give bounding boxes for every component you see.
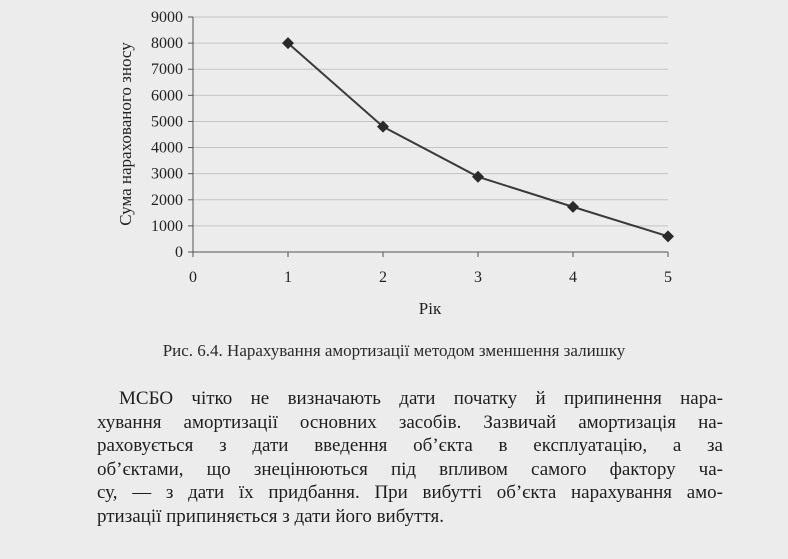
y-tick-label: 1000 <box>151 217 183 235</box>
x-tick-label: 5 <box>664 269 672 286</box>
data-point-marker <box>662 230 674 242</box>
chart-gridlines <box>188 17 668 257</box>
x-tick-label: 4 <box>569 269 577 286</box>
y-tick-label: 8000 <box>151 35 183 53</box>
series-line <box>288 43 668 236</box>
y-axis-label: Сума нарахованого зносу <box>116 42 135 226</box>
x-tick-label: 1 <box>284 269 292 286</box>
paragraph-line: су, — з дати їх придбання. При вибутті об’єкта нарахування амо- <box>97 482 723 504</box>
x-tick-label: 2 <box>379 269 387 286</box>
x-tick-label: 3 <box>474 269 482 286</box>
x-tick-labels <box>189 269 672 286</box>
x-axis-label: Рік <box>418 299 442 318</box>
paragraph-line: раховується з дати введення об’єкта в експлуатацію, а за <box>97 435 723 457</box>
chart-axes <box>193 17 668 252</box>
paragraph-line: об’єктами, що знецінюються під впливом самого фактору ча- <box>97 458 723 480</box>
figure-caption: Рис. 6.4. Нарахування амортизації методом зменшення залишку <box>162 341 626 360</box>
y-tick-label: 4000 <box>151 139 183 157</box>
data-point-marker <box>472 171 484 183</box>
y-tick-label: 2000 <box>151 191 183 209</box>
y-tick-labels <box>151 9 183 261</box>
body-paragraph <box>97 387 723 529</box>
data-point-marker <box>567 201 579 213</box>
y-tick-label: 0 <box>175 244 183 261</box>
y-tick-label: 5000 <box>151 113 183 131</box>
y-tick-label: 3000 <box>151 165 183 183</box>
x-tick-label: 0 <box>189 269 197 286</box>
y-tick-label: 9000 <box>151 9 183 26</box>
y-tick-label: 6000 <box>151 87 183 105</box>
paragraph-line: ртизації припиняється з дати його вибуття. <box>97 505 445 527</box>
paragraph-line: МСБО чітко не визначають дати початку й припинення нара- <box>119 388 723 409</box>
chart-series <box>282 37 674 242</box>
y-tick-label: 7000 <box>151 61 183 79</box>
paragraph-line: хування амортизації основних засобів. Зазвичай амортизація на- <box>97 411 723 433</box>
